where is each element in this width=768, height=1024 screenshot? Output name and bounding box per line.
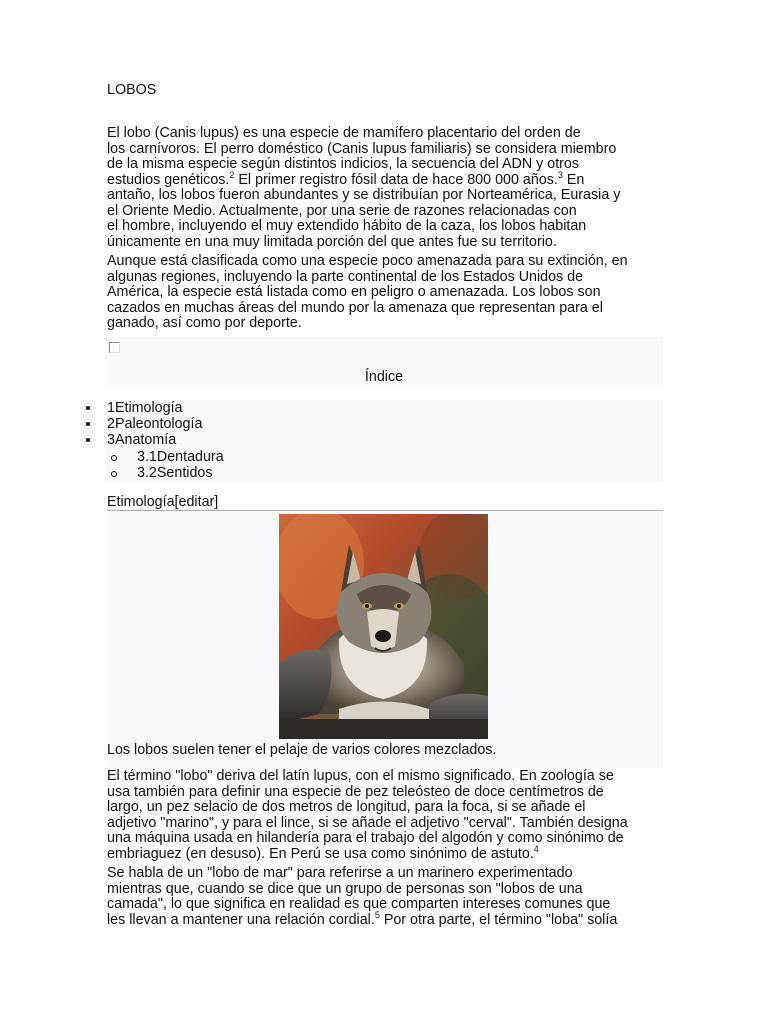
text-line: adjetivo "marino", y para el lince, si se añade el adjetivo "cerval". También designa (107, 814, 628, 831)
toc-subitem-dentadura[interactable] (85, 449, 665, 465)
text-line: el hombre, incluyendo el muy extendido hábito de la caza, los lobos habitan (107, 218, 587, 234)
text-line: ganado, así como por deporte. (107, 315, 302, 331)
citation-ref[interactable]: 5 (374, 909, 380, 920)
text-line (107, 843, 667, 863)
figure-caption: Los lobos suelen tener el pelaje de varios colores mezclados. (107, 742, 497, 758)
text-line: camada", lo que significa en realidad es que comparten intereses comunes que (107, 896, 611, 912)
toc-subitem-label[interactable]: 3.2Sentidos (137, 464, 213, 481)
text-run: estudios genéticos. (107, 171, 230, 188)
text-line: Se habla de un "lobo de mar" para referirse a un marinero experimentado (107, 865, 573, 881)
toc-item-label[interactable]: 1Etimología (107, 400, 183, 416)
text-run: El primer registro fósil data de hace 800 000 años. (234, 171, 558, 188)
text-line: una máquina usada en hilandería para el trabajo del algodón y como sinónimo de (107, 830, 624, 846)
text-line: América, la especie está listada como en peligro o amenazada. Los lobos son (107, 284, 601, 300)
text-run: En (562, 171, 585, 188)
text-line: de la misma especie según distintos indicios, la secuencia del ADN y otros (107, 156, 580, 172)
toc-subitem-sentidos[interactable] (85, 465, 665, 481)
citation-ref[interactable]: 2 (229, 169, 235, 180)
wolf-photo (279, 514, 488, 739)
text-line: mientras que, cuando se dice que un grupo de personas son "lobos de una (107, 880, 583, 897)
toc-item-label[interactable]: 2Paleontología (107, 416, 203, 433)
text-line (107, 909, 667, 929)
text-line: los carnívoros. El perro doméstico (Canis lupus familiaris) se considera miembro (107, 140, 617, 157)
toc-header (106, 337, 663, 385)
text-line: El lobo (Canis lupus) es una especie de mamífero placentario del orden de (107, 125, 581, 141)
page-title: LOBOS (107, 82, 157, 98)
etymology-paragraph-2 (107, 866, 667, 928)
text-line: largo, un pez selacio de dos metros de longitud, para la foca, si se añade el (107, 799, 586, 815)
toc-item-paleontologia[interactable] (85, 416, 665, 432)
toc-item-anatomia[interactable] (85, 432, 665, 448)
text-run: embriaguez (en desuso). En Perú se usa como sinónimo de astuto. (107, 845, 534, 862)
toc-list (85, 400, 665, 481)
toc-item-label[interactable]: 3Anatomía (107, 432, 177, 449)
intro-paragraph-2 (107, 254, 667, 332)
toc-toggle-checkbox[interactable] (109, 342, 120, 353)
toc-subitem-label[interactable]: 3.1Dentadura (137, 448, 224, 465)
citation-ref[interactable]: 3 (557, 169, 563, 180)
text-line: Aunque está clasificada como una especie poco amenazada para su extinción, en (107, 253, 628, 269)
text-run: les llevan a mantener una relación cordial. (107, 911, 375, 928)
toc-title: Índice (364, 369, 404, 385)
text-line (107, 169, 667, 189)
text-line: antaño, los lobos fueron abundantes y se distribuían por Norteamérica, Eurasia y (107, 187, 621, 203)
text-run: Por otra parte, el término "loba" solía (379, 911, 618, 928)
toc-item-etimologia[interactable] (85, 400, 665, 416)
citation-ref[interactable]: 4 (533, 843, 539, 854)
text-line: cazados en muchas áreas del mundo por la amenaza que representan para el (107, 299, 603, 316)
text-line: usa también para definir una especie de pez teleósteo de doce centímetros de (107, 783, 604, 800)
section-heading-etimologia[interactable]: Etimología[editar] (107, 494, 663, 511)
text-line: El término "lobo" deriva del latín lupus, con el mismo significado. En zoología se (107, 768, 614, 784)
text-line: el Oriente Medio. Actualmente, por una serie de razones relacionadas con (107, 202, 577, 219)
intro-paragraph-1 (107, 126, 667, 250)
text-line: únicamente en una muy limitada porción del que antes fue su territorio. (107, 233, 557, 250)
text-line: algunas regiones, incluyendo la parte continental de los Estados Unidos de (107, 268, 584, 285)
etymology-paragraph-1 (107, 769, 667, 862)
